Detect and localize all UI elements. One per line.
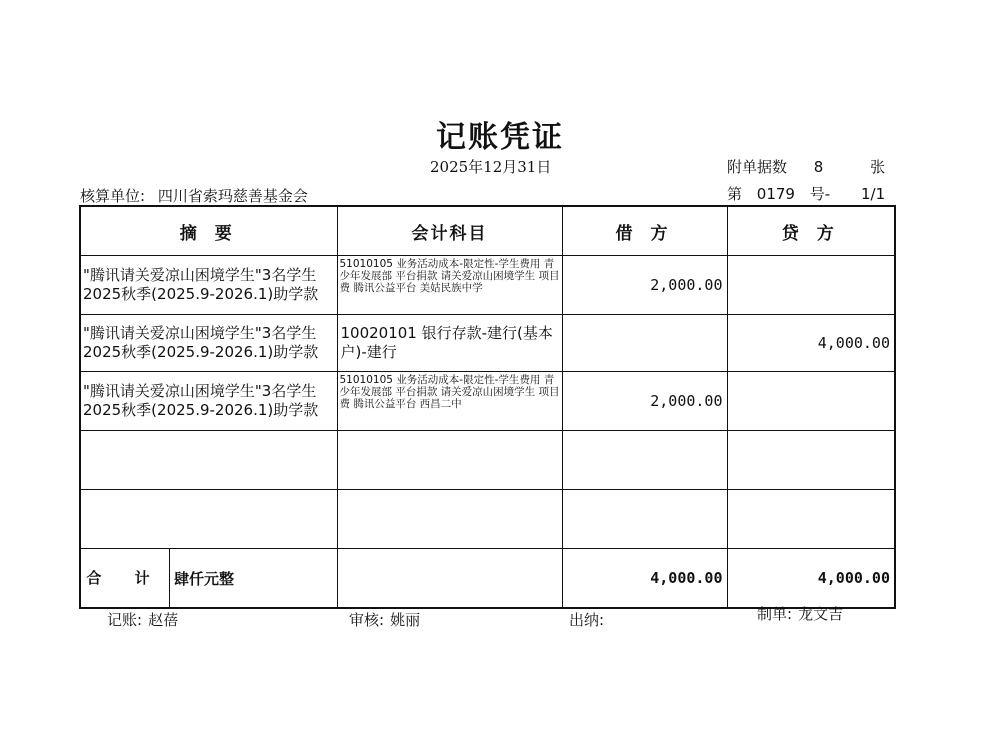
accounting-unit-label: 核算单位:: [80, 187, 146, 205]
voucher-title: 记账凭证: [436, 120, 564, 155]
attachments-label: 附单据数: [727, 158, 788, 176]
table-row: [80, 372, 895, 431]
reviewer-label: 审核:: [349, 611, 385, 629]
row-account: 51010105 业务活动成本-限定性-学生费用 青少年发展部 平台捐款 请关爱凉山困境学生 项目费 腾讯公益平台 西昌二中: [337, 372, 562, 431]
row-debit: [562, 315, 727, 372]
header-account: 会计科目: [337, 206, 562, 256]
row-summary: [80, 431, 337, 490]
bookkeeper-label: 记账:: [107, 611, 143, 629]
voucher-date: 2025年12月31日: [430, 158, 552, 176]
row-credit: [727, 256, 895, 315]
row-account: 51010105 业务活动成本-限定性-学生费用 青少年发展部 平台捐款 请关爱凉山困境学生 项目费 腾讯公益平台 美姑民族中学: [337, 256, 562, 315]
preparer-label: 制单:: [757, 605, 793, 623]
accounting-unit: [80, 185, 308, 206]
row-summary: [80, 490, 337, 549]
reviewer-name: 姚丽: [390, 611, 421, 629]
signature-cashier: [569, 609, 610, 630]
signature-preparer: [757, 603, 843, 624]
total-debit: 4,000.00: [562, 549, 727, 609]
voucher-page: 1/1: [860, 185, 886, 203]
accounting-unit-value: 四川省索玛慈善基金会: [157, 187, 308, 205]
row-credit: 4,000.00: [727, 315, 895, 372]
total-amount-words: 肆仟元整: [174, 569, 235, 588]
attachments-unit: 张: [870, 158, 886, 176]
row-debit: [562, 490, 727, 549]
total-credit: 4,000.00: [727, 549, 895, 609]
preparer-name: 龙文吉: [798, 605, 844, 623]
attachments-count: [727, 156, 885, 177]
row-account: [337, 431, 562, 490]
header-credit: 贷 方: [727, 206, 895, 256]
total-row: [80, 549, 895, 609]
signature-reviewer: [349, 609, 420, 630]
voucher-number-value: 0179: [756, 185, 795, 203]
header-debit: 借 方: [562, 206, 727, 256]
voucher-number: [727, 183, 885, 204]
total-label: 合 计: [81, 549, 170, 607]
table-row: [80, 315, 895, 372]
attachments-number: 8: [813, 158, 824, 176]
table-header-row: [80, 206, 895, 256]
row-debit: 2,000.00: [562, 372, 727, 431]
row-credit: [727, 431, 895, 490]
row-summary: "腾讯请关爱凉山困境学生"3名学生2025秋季(2025.9-2026.1)助学款: [80, 315, 337, 372]
table-row: [80, 431, 895, 490]
bookkeeper-name: 赵蓓: [148, 611, 179, 629]
cashier-label: 出纳:: [569, 611, 605, 629]
row-account: [337, 490, 562, 549]
row-credit: [727, 372, 895, 431]
total-cell: [80, 549, 337, 609]
voucher-table: [79, 205, 896, 609]
row-debit: 2,000.00: [562, 256, 727, 315]
row-debit: [562, 431, 727, 490]
header-summary: 摘 要: [80, 206, 337, 256]
table-row: [80, 256, 895, 315]
voucher-number-suffix: 号-: [809, 185, 831, 203]
signature-bookkeeper: [107, 609, 178, 630]
row-credit: [727, 490, 895, 549]
table-row: [80, 490, 895, 549]
row-account: 10020101 银行存款-建行(基本户)-建行: [337, 315, 562, 372]
total-account-blank: [337, 549, 562, 609]
row-summary: "腾讯请关爱凉山困境学生"3名学生2025秋季(2025.9-2026.1)助学款: [80, 256, 337, 315]
voucher-number-prefix: 第: [727, 185, 743, 203]
row-summary: "腾讯请关爱凉山困境学生"3名学生2025秋季(2025.9-2026.1)助学款: [80, 372, 337, 431]
